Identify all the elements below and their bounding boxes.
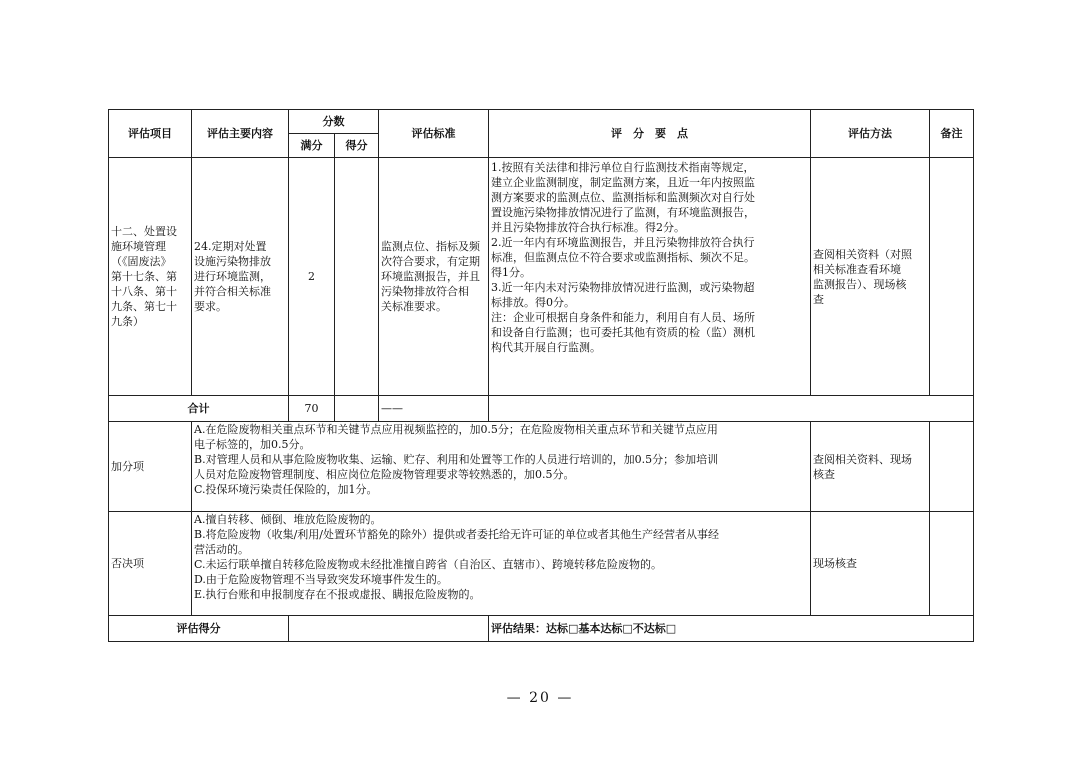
row12-got-score[interactable] — [335, 158, 379, 396]
score-label: 评估得分 — [109, 616, 289, 642]
header-item: 评估项目 — [109, 110, 192, 158]
row12-points: 1.按照有关法律和排污单位自行监测技术指南等规定， 建立企业监测制度，制定监测方案，且近一年内按照监 测方案要求的监测点位、监测指标和监测频次对自行处 置设施污染物排放情况进行了监测，有环境监测报告， 并且污染物排放符合执行标准。得2分。 2.近一年内有环境监测报告，并且污染物排放符合执行 标准，但监测点位不符合要求或监测指标、频次不足。 得1分。 3.近一年内未对污染物排放情况进行监测，或污染物超 标排放。得0分。 注：企业可根据自身条件和能力，利用自有人员、场所 和设备自行监测；也可委托其他有资质的检（监）测机 构代其开展自行监测。 — [489, 158, 811, 396]
header-full-score: 满分 — [289, 134, 335, 158]
total-row — [109, 396, 974, 422]
page-number: — 20 — — [506, 690, 574, 706]
score-row — [109, 616, 974, 642]
row12-item: 十二、处置设 施环境管理 （《固废法》 第十七条、第 十八条、第十 九条、第七十 九条） — [109, 158, 192, 396]
header-method: 评估方法 — [811, 110, 930, 158]
total-full-score: 70 — [289, 396, 335, 422]
bonus-label: 加分项 — [109, 422, 192, 512]
header-score: 分数 — [289, 110, 379, 134]
veto-label: 否决项 — [109, 512, 192, 616]
veto-method: 现场核查 — [811, 512, 930, 616]
header-standard: 评估标准 — [379, 110, 489, 158]
veto-note[interactable] — [930, 512, 974, 616]
bonus-method: 查阅相关资料、现场 核查 — [811, 422, 930, 512]
row12-note[interactable] — [930, 158, 974, 396]
bonus-note[interactable] — [930, 422, 974, 512]
header-points: 评 分 要 点 — [489, 110, 811, 158]
total-label: 合计 — [109, 396, 289, 422]
header-content: 评估主要内容 — [192, 110, 289, 158]
row12-content: 24.定期对处置 设施污染物排放 进行环境监测， 并符合相关标准 要求。 — [192, 158, 289, 396]
score-value[interactable] — [289, 616, 489, 642]
total-blank — [489, 396, 974, 422]
total-standard: —— — [379, 396, 489, 422]
table-row — [109, 158, 974, 396]
row12-method: 查阅相关资料（对照 相关标准查看环境 监测报告）、现场核 查 — [811, 158, 930, 396]
bonus-row — [109, 422, 974, 512]
row12-full-score: 2 — [289, 158, 335, 396]
evaluation-table — [108, 109, 974, 642]
evaluation-result[interactable]: 评估结果：达标□基本达标□不达标□ — [489, 616, 974, 642]
header-note: 备注 — [930, 110, 974, 158]
total-got-score[interactable] — [335, 396, 379, 422]
veto-row — [109, 512, 974, 616]
row12-standard: 监测点位、指标及频 次符合要求，有定期 环境监测报告，并且 污染物排放符合相 关标准要求。 — [379, 158, 489, 396]
bonus-details: A.在危险废物相关重点环节和关键节点应用视频监控的，加0.5分；在危险废物相关重点环节和关键节点应用 电子标签的，加0.5分。 B.对管理人员和从事危险废物收集、运输、贮存、利用和处置等工作的人员进行培训的，加0.5分；参加培训 人员对危险废物管理制度、相应岗位危险废物管理要求等较熟悉的，加0.5分。 C.投保环境污染责任保险的，加1分。 — [192, 422, 811, 512]
veto-details: A.擅自转移、倾倒、堆放危险废物的。 B.将危险废物（收集/利用/处置环节豁免的除外）提供或者委托给无许可证的单位或者其他生产经营者从事经 营活动的。 C.未运行联单擅自转移危险废物或未经批准擅自跨省（自治区、直辖市）、跨境转移危险废物的。 D.由于危险废物管理不当导致突发环境事件发生的。 E.执行台账和申报制度存在不报或虚报、瞒报危险废物的。 — [192, 512, 811, 616]
header-got-score: 得分 — [335, 134, 379, 158]
